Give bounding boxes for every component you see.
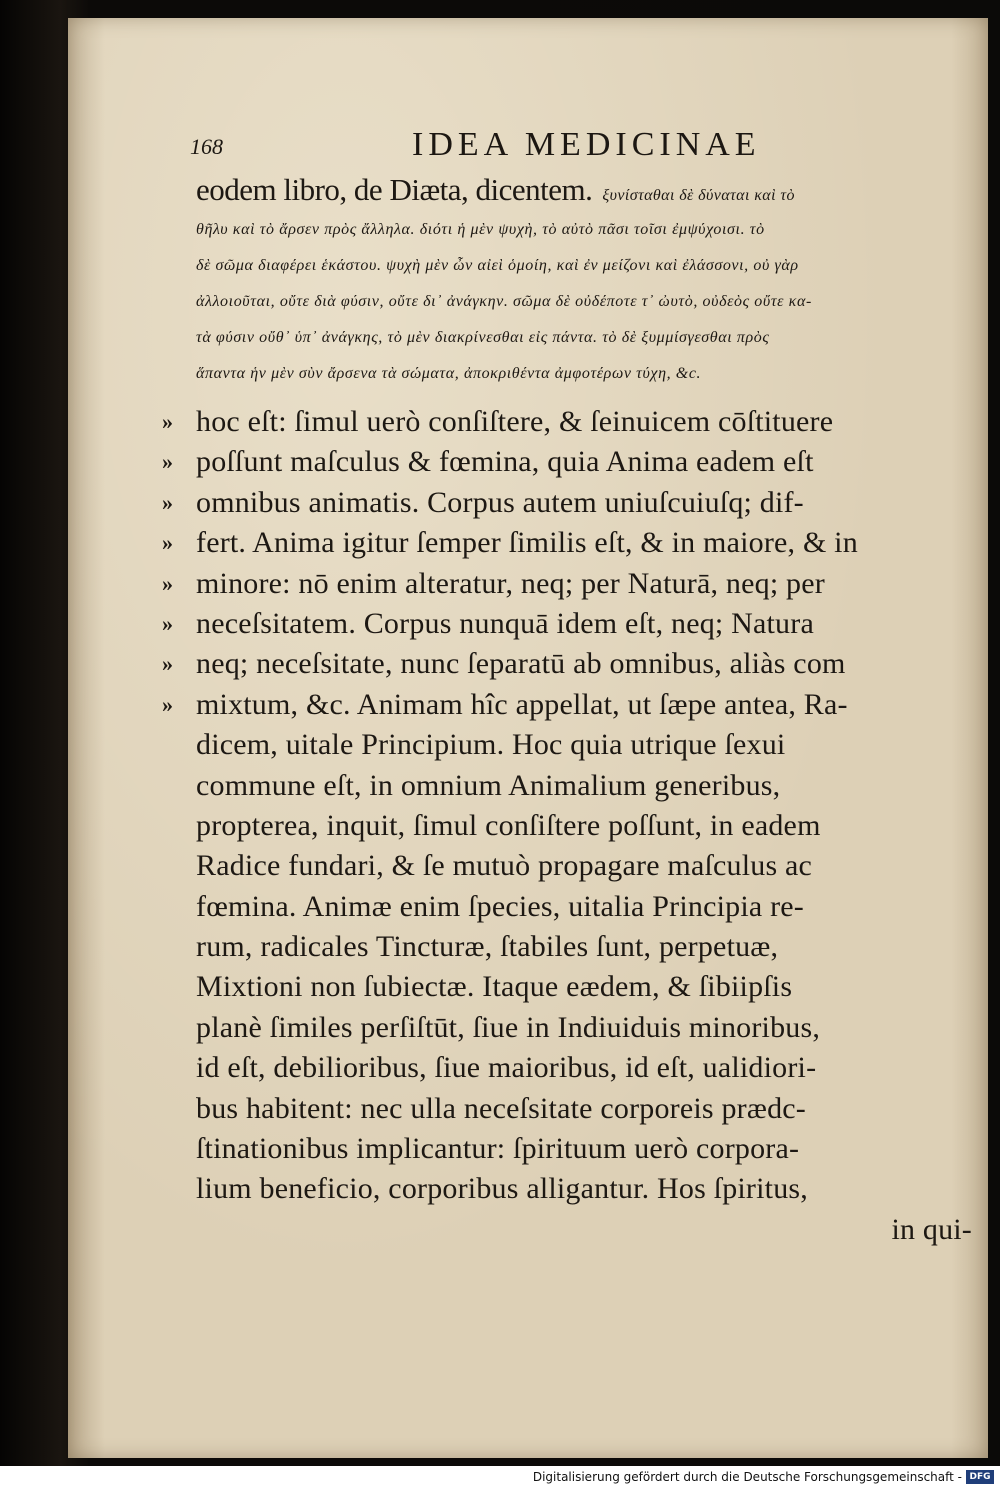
- page-number: 168: [190, 134, 223, 159]
- greek-line: τὰ φύσιν οὔθ᾽ ὑπ᾽ ἀνάγκης, τὸ μὲν διακρίνεσθαι εἰς πάντα. τὸ δὲ ξυμμίσγεσθαι πρὸς: [196, 329, 770, 346]
- body-line: Mixtioni non ſubiectæ. Itaque eædem, & ſibiipſis: [196, 970, 793, 1004]
- quoted-line: [162, 442, 976, 482]
- line-text: omnibus animatis. Corpus autem uniuſcuiuſq; dif-: [196, 485, 804, 519]
- body-line: commune eſt, in omnium Animalium generibus,: [196, 768, 781, 802]
- quoted-line: [162, 644, 976, 684]
- footer-credit: Digitalisierung gefördert durch die Deutsche Forschungsgemeinschaft -: [532, 1470, 962, 1484]
- quote-mark: »: [162, 530, 174, 556]
- quoted-line: [162, 483, 976, 523]
- quote-mark: »: [162, 449, 174, 475]
- body-line: dicem, uitale Principium. Hoc quia utrique ſexui: [196, 728, 786, 762]
- body-line: planè ſimiles perſiſtūt, ſiue in Indiuiduis minoribus,: [196, 1010, 821, 1044]
- greek-line: δὲ σῶμα διαφέρει ἑκάστου. ψυχὴ μὲν ὦν αἰεὶ ὁμοίη, καὶ ἐν μείζονι καὶ ἐλάσσονι, οὐ γὰρ: [196, 257, 799, 274]
- line-text: neq; neceſsitate, nunc ſeparatū ab omnibus, aliàs com: [196, 647, 846, 681]
- line-text: neceſsitatem. Corpus nunquā idem eſt, neq; Natura: [196, 606, 814, 640]
- quoted-line: [162, 523, 976, 563]
- line-text: mixtum, &c. Animam hîc appellat, ut ſæpe antea, Ra-: [196, 687, 848, 721]
- first-line: [196, 172, 976, 212]
- line-text: hoc eſt: ſimul uerò conſiſtere, & ſeinuicem cōſtituere: [196, 405, 834, 438]
- body-line: bus habitent: nec ulla neceſsitate corporeis prædc-: [196, 1091, 806, 1125]
- greek-line: θῆλυ καὶ τὸ ἄρσεν πρὸς ἄλληλα. διότι ἡ μὲν ψυχὴ, τὸ αὐτὸ πᾶσι τοῖσι ἐμψύχοισι. τὸ: [196, 221, 765, 238]
- dfg-logo-icon: DFG: [966, 1470, 994, 1484]
- quoted-line: [162, 402, 976, 442]
- greek-line: ξυνίσταθαι δὲ δύναται καὶ τὸ: [602, 187, 795, 204]
- quoted-line: [162, 564, 976, 604]
- line-text: poſſunt maſculus & fœmina, quia Anima eadem eſt: [196, 445, 814, 479]
- body-line: ſtinationibus implicantur: ſpirituum uerò corpora-: [196, 1132, 800, 1166]
- line-text: fert. Anima igitur ſemper ſimilis eſt, & in maiore, & in: [196, 526, 858, 560]
- body-line: Radice fundari, & ſe mutuò propagare maſculus ac: [196, 849, 813, 883]
- quote-mark: »: [162, 651, 174, 677]
- greek-line: ἀλλοιοῦται, οὔτε διὰ φύσιν, οὔτε δι᾽ ἀνάγκην. σῶμα δὲ οὐδέποτε τ᾽ ὠυτὸ, οὐδεὸς οὔτε κα-: [196, 293, 812, 310]
- quote-mark: »: [162, 409, 174, 434]
- greek-line: ἅπαντα ἡν μὲν σὺν ἄρσενα τὰ σώματα, ἀποκριθέντα ἀμφοτέρων τύχη, &c.: [196, 365, 702, 382]
- catchword: in qui-: [891, 1212, 972, 1246]
- footer-bar: [0, 1466, 1000, 1490]
- body-line: propterea, inquit, ſimul conſiſtere poſſunt, in eadem: [196, 808, 821, 842]
- running-head: [190, 126, 990, 166]
- quote-mark: »: [162, 691, 174, 717]
- quoted-line: [162, 604, 976, 644]
- line-text: minore: nō enim alteratur, neq; per Naturā, neq; per: [196, 566, 825, 600]
- latin-body: [162, 402, 976, 1250]
- quoted-line: [162, 685, 976, 725]
- text-block: [162, 172, 976, 1250]
- body-line: rum, radicales Tincturæ, ſtabiles ſunt, perpetuæ,: [196, 930, 779, 964]
- running-title: IDEA MEDICINAE: [412, 126, 761, 163]
- body-line: id eſt, debilioribus, ſiue maioribus, id eſt, ualidiori-: [196, 1051, 817, 1085]
- first-line-latin: eodem libro, de Diæta, dicentem.: [196, 172, 593, 207]
- body-line: fœmina. Animæ enim ſpecies, uitalia Principia re-: [196, 889, 804, 923]
- quote-mark: »: [162, 489, 174, 515]
- quote-mark: »: [162, 570, 174, 596]
- body-line: lium beneficio, corporibus alligantur. Hos ſpiritus,: [196, 1172, 808, 1206]
- quote-mark: »: [162, 610, 174, 636]
